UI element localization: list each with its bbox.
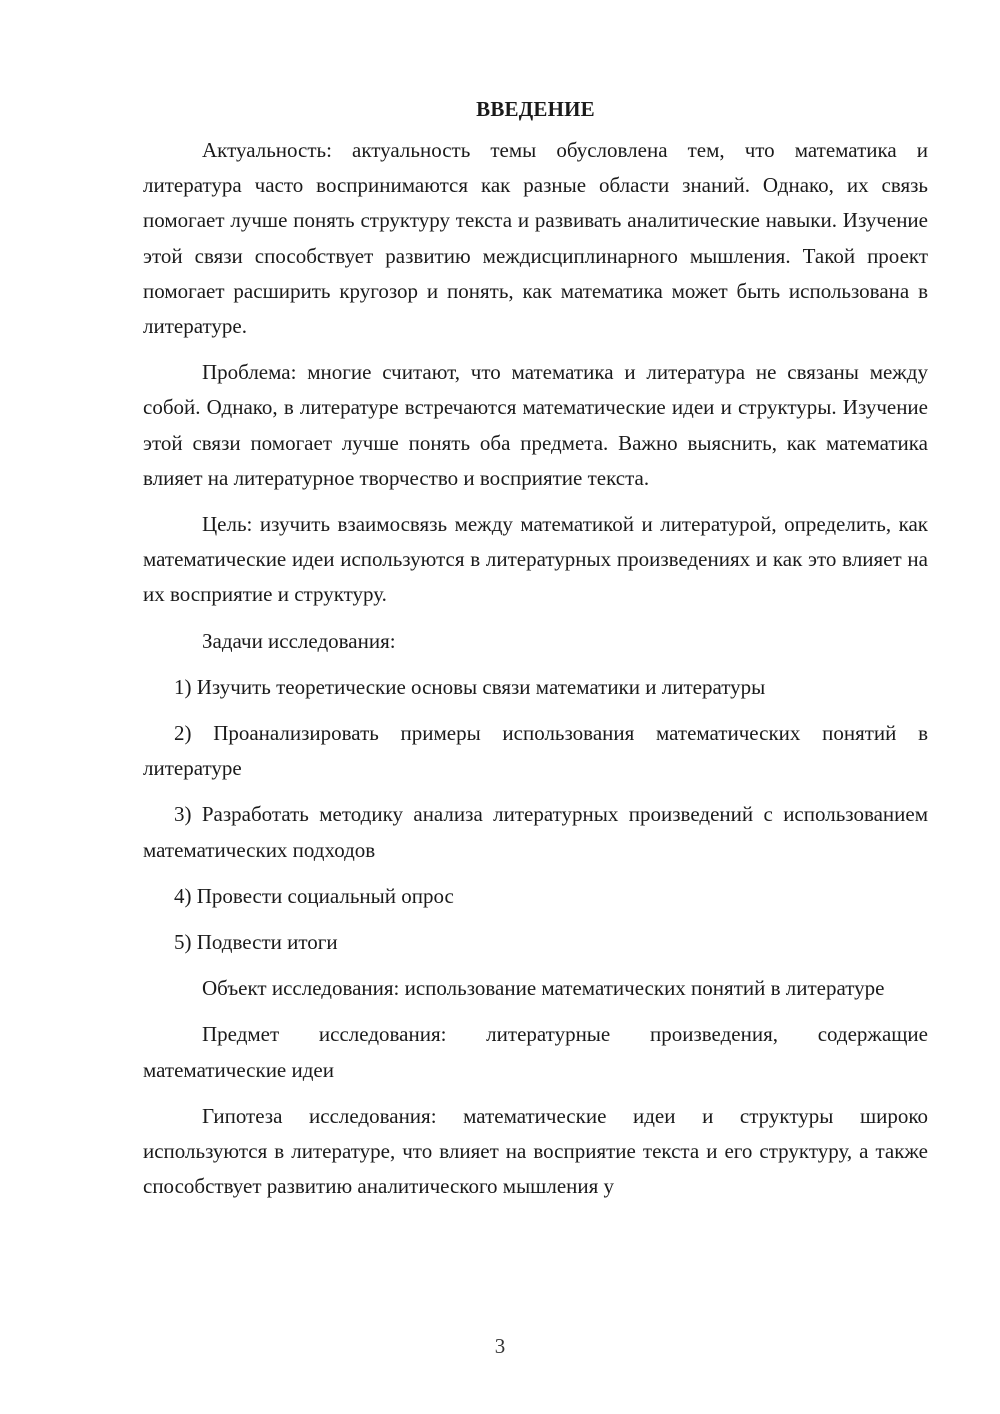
task-item-5: 5) Подвести итоги xyxy=(174,930,338,955)
tasks-heading: Задачи исследования: xyxy=(202,628,396,653)
task-item-1: 1) Изучить теоретические основы связи математики и литературы xyxy=(174,674,766,699)
page-number: 3 xyxy=(494,1334,506,1358)
section-title: ВВЕДЕНИЕ xyxy=(476,97,595,121)
goal-paragraph: Цель: изучить взаимосвязь между математикой и литературой, определить, как математические идеи используются в литературных произведениях и как это влияет на их восприятие и структуру. xyxy=(143,512,928,607)
task-item-2: 2) Проанализировать примеры использования математических понятий в литературе xyxy=(143,721,928,781)
relevance-paragraph: Актуальность: актуальность темы обусловлена тем, что математика и литература часто воспринимаются как разные области знаний. Однако, их связь помогает лучше понять структуру текста и развивать аналитические навыки. Изучение этой связи способствует развитию междисциплинарного мышления. Такой проект помогает расширить кругозор и понять, как математика может быть использована в литературе. xyxy=(143,138,928,339)
object-paragraph: Объект исследования: использование математических понятий в литературе xyxy=(202,976,885,1001)
subject-paragraph: Предмет исследования: литературные произведения, содержащие математические идеи xyxy=(143,1022,928,1082)
task-item-4: 4) Провести социальный опрос xyxy=(174,883,454,908)
task-item-3: 3) Разработать методику анализа литературных произведений с использованием математических подходов xyxy=(143,802,928,862)
hypothesis-paragraph: Гипотеза исследования: математические идеи и структуры широко используются в литературе, что влияет на восприятие текста и его структуру, а также способствует развитию аналитического мышления у xyxy=(143,1103,928,1199)
document-page xyxy=(143,92,928,1215)
problem-paragraph: Проблема: многие считают, что математика и литература не связаны между собой. Однако, в литературе встречаются математические идеи и структуры. Изучение этой связи помогает лучше понять оба предмета. Важно выяснить, как математика влияет на литературное творчество и восприятие текста. xyxy=(143,360,928,490)
